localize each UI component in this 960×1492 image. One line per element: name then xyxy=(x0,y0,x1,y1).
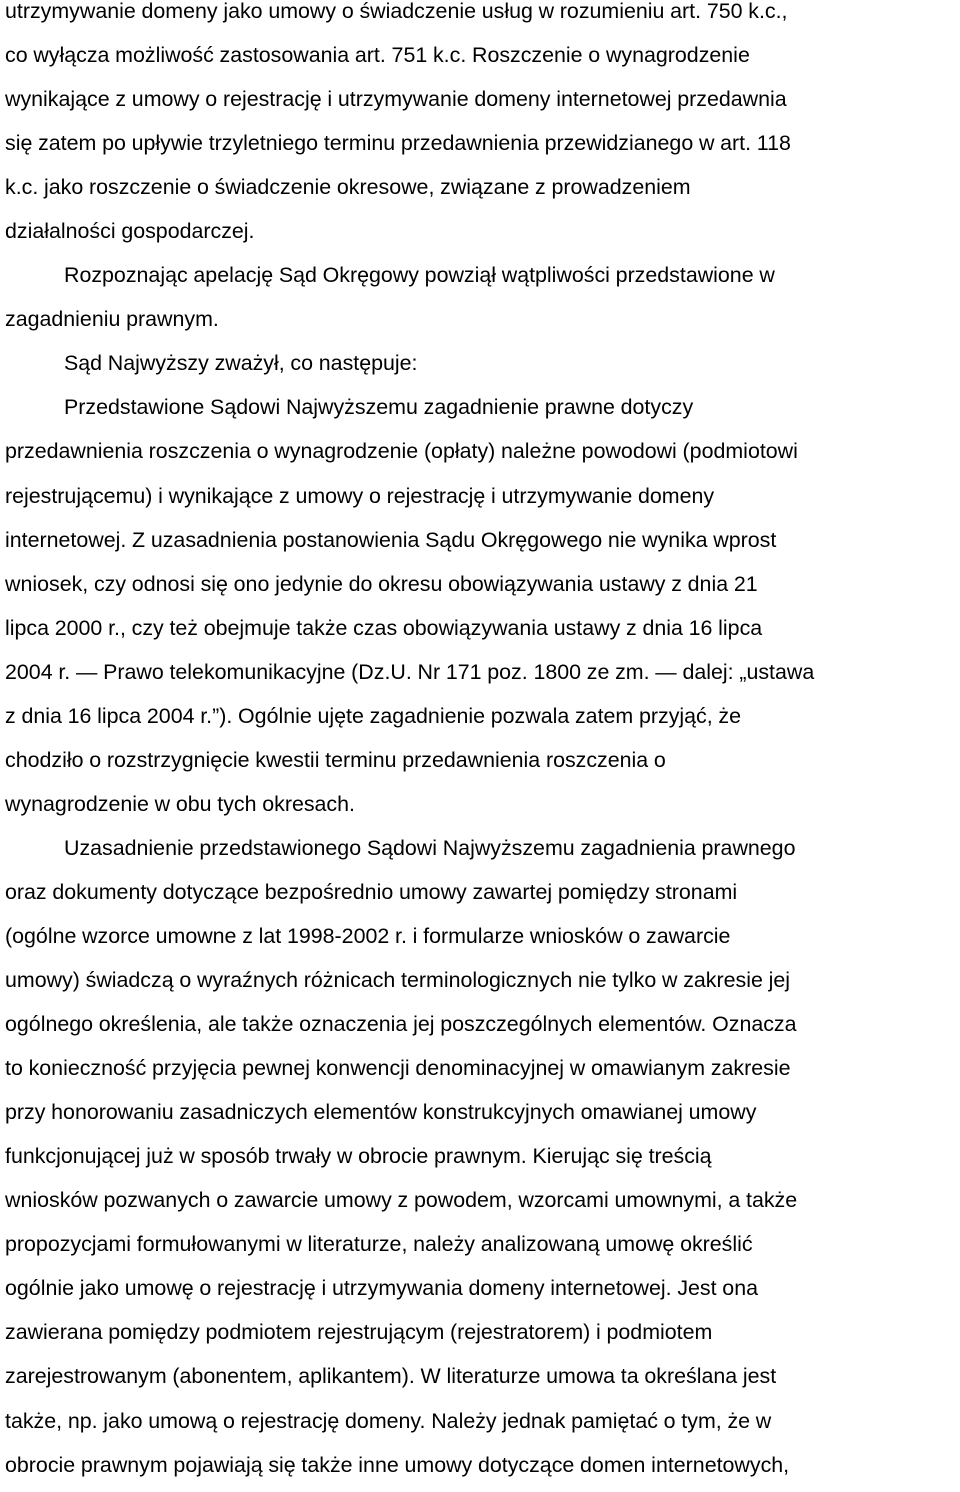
text-line: się zatem po upływie trzyletniego terminu przedawnienia przewidzianego w art. 118 xyxy=(5,131,791,156)
text-line: Przedstawione Sądowi Najwyższemu zagadnienie prawne dotyczy xyxy=(64,395,694,420)
text-line: k.c. jako roszczenie o świadczenie okresowe, związane z prowadzeniem xyxy=(5,175,691,200)
text-line: z dnia 16 lipca 2004 r.”). Ogólnie ujęte zagadnienie pozwala zatem przyjąć, że xyxy=(5,703,742,728)
text-line: zagadnieniu prawnym. xyxy=(5,307,219,332)
text-line: oraz dokumenty dotyczące bezpośrednio umowy zawartej pomiędzy stronami xyxy=(5,879,738,904)
text-line: propozycjami formułowanymi w literaturze, należy analizowaną umowę określić xyxy=(5,1232,753,1257)
text-line: 2004 r. — Prawo telekomunikacyjne (Dz.U. Nr 171 poz. 1800 ze zm. — dalej: „ustawa xyxy=(5,659,815,684)
text-line: lipca 2000 r., czy też obejmuje także czas obowiązywania ustawy z dnia 16 lipca xyxy=(5,615,763,640)
text-line: wynagrodzenie w obu tych okresach. xyxy=(5,791,355,816)
text-line: to konieczność przyjęcia pewnej konwencji denominacyjnej w omawianym zakresie xyxy=(5,1056,791,1081)
text-line: zawierana pomiędzy podmiotem rejestrującym (rejestratorem) i podmiotem xyxy=(5,1320,713,1345)
text-line: co wyłącza możliwość zastosowania art. 751 k.c. Roszczenie o wynagrodzenie xyxy=(5,43,750,68)
text-line: wniosek, czy odnosi się ono jedynie do okresu obowiązywania ustawy z dnia 21 xyxy=(5,571,758,596)
text-line: także, np. jako umową o rejestrację domeny. Należy jednak pamiętać o tym, że w xyxy=(5,1408,772,1433)
paragraph-przedstawione-zagadnienie xyxy=(5,385,959,825)
text-line: Rozpoznając apelację Sąd Okręgowy powziął wątpliwości przedstawione w xyxy=(64,263,775,288)
text-line: rejestrującemu) i wynikające z umowy o rejestrację i utrzymywanie domeny xyxy=(5,483,715,508)
text-line: utrzymywanie domeny jako umowy o świadczenie usług w rozumieniu art. 750 k.c., xyxy=(5,0,788,23)
text-line: Sąd Najwyższy zważył, co następuje: xyxy=(64,351,418,376)
text-line: działalności gospodarczej. xyxy=(5,219,255,244)
text-line: funkcjonującej już w sposób trwały w obrocie prawnym. Kierując się treścią xyxy=(5,1144,712,1169)
heading-sad-najwyzszy xyxy=(5,341,959,385)
document-body xyxy=(5,0,959,1487)
text-line: (ogólne wzorce umowne z lat 1998-2002 r. i formularze wniosków o zawarcie xyxy=(5,923,731,948)
text-line: zarejestrowanym (abonentem, aplikantem). W literaturze umowa ta określana jest xyxy=(5,1364,777,1389)
text-line: ogólnie jako umowę o rejestrację i utrzymywania domeny internetowej. Jest ona xyxy=(5,1276,758,1301)
text-line: przedawnienia roszczenia o wynagrodzenie (opłaty) należne powodowi (podmiotowi xyxy=(5,439,798,464)
paragraph-apelacja xyxy=(5,253,959,341)
text-line: wynikające z umowy o rejestrację i utrzymywanie domeny internetowej przedawnia xyxy=(5,87,787,112)
text-line: Uzasadnienie przedstawionego Sądowi Najwyższemu zagadnienia prawnego xyxy=(64,835,796,860)
paragraph-uzasadnienie xyxy=(5,826,959,1487)
text-line: ogólnego określenia, ale także oznaczenia jej poszczególnych elementów. Oznacza xyxy=(5,1012,797,1037)
text-line: przy honorowaniu zasadniczych elementów konstrukcyjnych omawianej umowy xyxy=(5,1100,757,1125)
paragraph-continuation xyxy=(5,0,959,253)
text-line: obrocie prawnym pojawiają się także inne umowy dotyczące domen internetowych, xyxy=(5,1452,790,1477)
text-line: chodziło o rozstrzygnięcie kwestii terminu przedawnienia roszczenia o xyxy=(5,747,666,772)
text-line: internetowej. Z uzasadnienia postanowienia Sądu Okręgowego nie wynika wprost xyxy=(5,527,777,552)
text-line: wniosków pozwanych o zawarcie umowy z powodem, wzorcami umownymi, a także xyxy=(5,1188,798,1213)
text-line: umowy) świadczą o wyraźnych różnicach terminologicznych nie tylko w zakresie jej xyxy=(5,968,790,993)
